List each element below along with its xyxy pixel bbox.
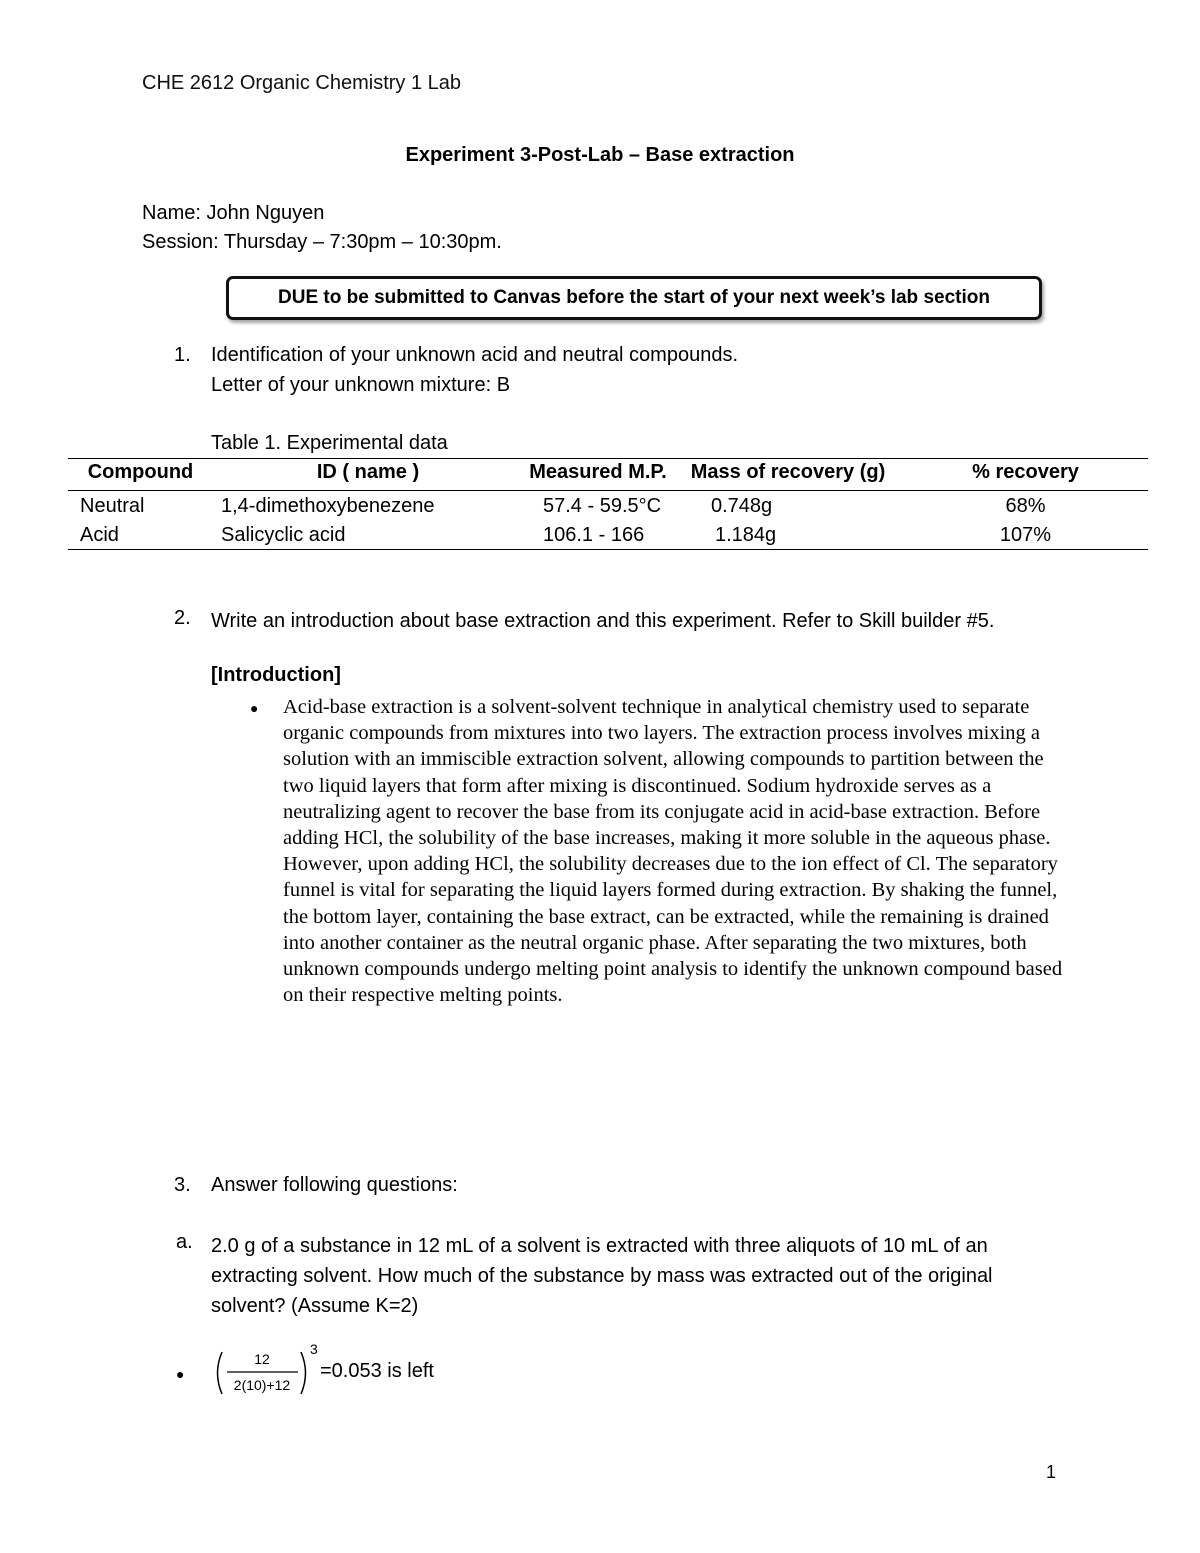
formula-result: =0.053 is left (320, 1360, 434, 1382)
experimental-data-table (68, 458, 1148, 550)
table-cell: 1.184g (715, 523, 777, 546)
question-1-number: 1. (174, 344, 191, 366)
course-header: CHE 2612 Organic Chemistry 1 Lab (142, 72, 462, 94)
introduction-label: [Introduction] (211, 664, 341, 686)
introduction-paragraph: Acid-base extraction is a solvent-solvent technique in analytical chemistry used to separate organic compounds from mixtures into two layers. The extraction process involves mixing a solution with an immiscible extraction solvent, allowing compounds to partition between the two liquid layers that form after mixing is discontinued. Sodium hydroxide serves as a neutralizing agent to recover the base from its conjugate acid in acid-base extraction. Before adding HCl, the solubility of the base increases, making it more soluble in the aqueous phase. However, upon adding HCl, the solubility decreases due to the ion effect of Cl. The separatory funnel is vital for separating the liquid layers formed during extraction. By shaking the funnel, the bottom layer, containing the base extract, can be extracted, while the remaining is drained into another container as the neutral organic phase. After separating the two mixtures, both unknown compounds undergo melting point analysis to identify the unknown compound based on their respective melting points. (283, 696, 1063, 1007)
student-name: Name: John Nguyen (142, 202, 325, 224)
question-3-text: Answer following questions: (211, 1174, 458, 1196)
table-cell: Acid (80, 523, 119, 546)
table-caption: Table 1. Experimental data (211, 432, 448, 454)
student-session: Session: Thursday – 7:30pm – 10:30pm. (142, 231, 502, 253)
due-notice-box (226, 276, 1042, 320)
question-2-number: 2. (174, 607, 191, 629)
formula-numerator: 12 (254, 1351, 270, 1367)
unknown-mixture-letter: Letter of your unknown mixture: B (211, 374, 511, 396)
table-header-cell: Mass of recovery (g) (690, 461, 886, 483)
table-cell: 107% (999, 523, 1052, 546)
left-paren (218, 1352, 223, 1394)
table-cell: 1,4-dimethoxybenezene (221, 494, 435, 517)
formula-exponent: 3 (310, 1342, 318, 1357)
table-cell: 68% (1005, 494, 1046, 517)
formula-denominator: 2(10)+12 (233, 1377, 291, 1393)
question-3a-text: 2.0 g of a substance in 12 mL of a solvent is extracted with three aliquots of 10 mL of an extracting solvent. How much of the substance by mass was extracted out of the original solvent? (Assume K=2) (211, 1235, 993, 1317)
table-header-cell: Compound (87, 461, 194, 483)
table-cell: 57.4 - 59.5°C (543, 494, 662, 517)
question-1-text: Identification of your unknown acid and neutral compounds. (211, 344, 739, 366)
question-3-number: 3. (174, 1174, 191, 1196)
question-2-text: Write an introduction about base extraction and this experiment. Refer to Skill builder #5. (211, 610, 995, 632)
bullet-icon: ● (250, 700, 259, 716)
right-paren (301, 1352, 306, 1394)
table-cell: 0.748g (711, 494, 773, 517)
table-header-cell: ID ( name ) (316, 461, 420, 483)
due-notice-text: DUE to be submitted to Canvas before the start of your next week’s lab section (278, 287, 990, 308)
table-cell: Salicyclic acid (221, 523, 346, 546)
extraction-formula (210, 1342, 510, 1404)
page-title: Experiment 3-Post-Lab – Base extraction (405, 144, 795, 166)
table-row (68, 491, 1148, 521)
table-row (68, 520, 1148, 550)
table-header-row (68, 459, 1148, 491)
page-number: 1 (1046, 1462, 1057, 1482)
table-header-cell: Measured M.P. (529, 461, 667, 483)
table-cell: Neutral (80, 494, 145, 517)
question-3a-letter: a. (176, 1231, 193, 1253)
table-header-cell: % recovery (972, 461, 1079, 483)
table-cell: 106.1 - 166 (543, 523, 645, 546)
bullet-icon: ● (176, 1366, 185, 1382)
